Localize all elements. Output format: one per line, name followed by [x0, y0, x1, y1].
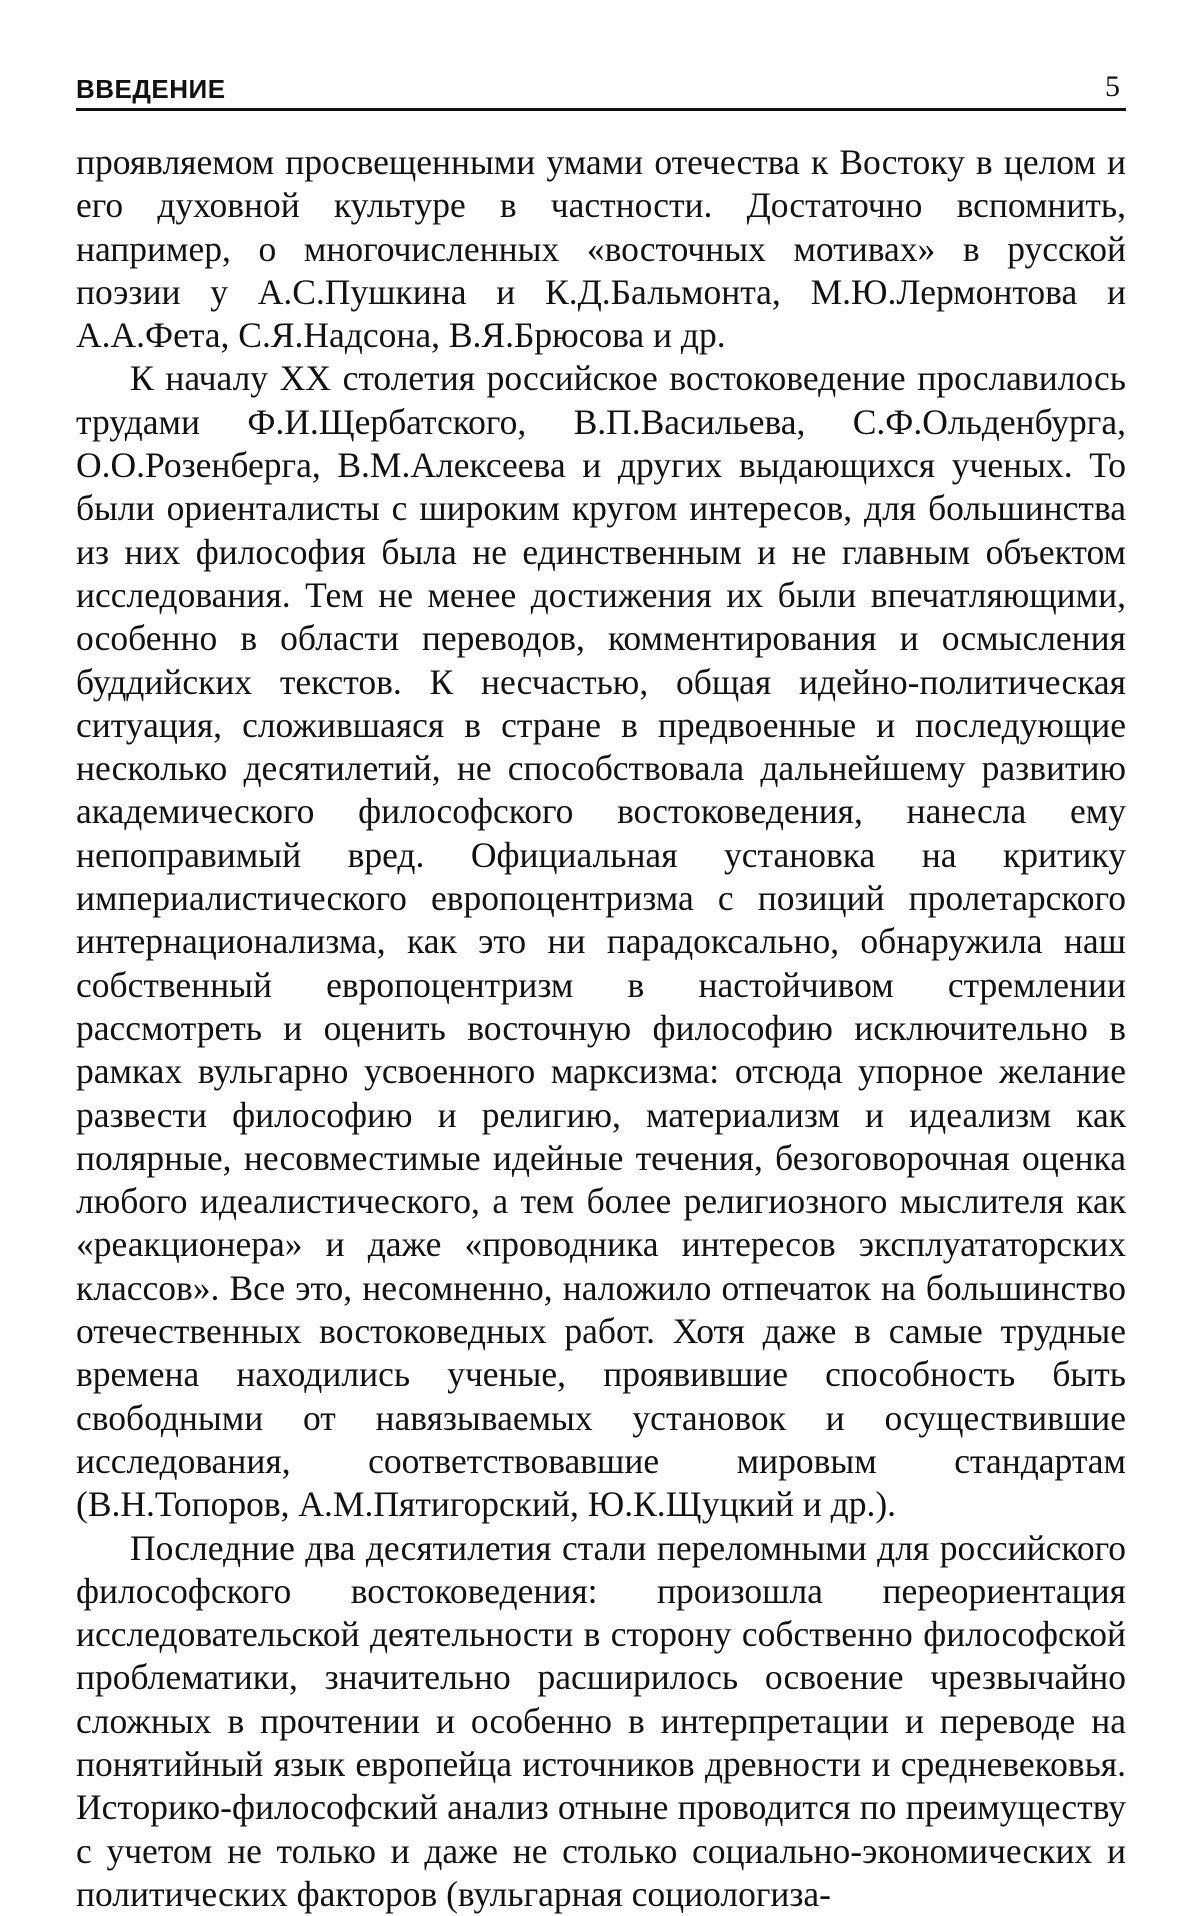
paragraph-continuation: проявляемом просвещенными умами отечества к Востоку в целом и его духовной культуре в частности. Достаточно вспомнить, например, о многочисленных «восточных мотивах» в русской поэзии у А.С.Пушкина и К.Д.Бальмонта, М.Ю.Лермонтова и А.А.Фета, С.Я.Надсона, В.Я.Брюсова и др.: [76, 141, 1126, 357]
body-text: [76, 141, 1126, 1916]
paragraph-20th-century: К началу XX столетия российское востоковедение прославилось трудами Ф.И.Щербатского, В.П.Васильева, С.Ф.Ольденбурга, О.О.Розенберга, В.М.Алексеева и других выдающихся ученых. То были ориенталисты с широким кругом интересов, для большинства из них философия была не единственным и не главным объектом исследования. Тем не менее достижения их были впечатляющими, особенно в области переводов, комментирования и осмысления буддийских текстов. К несчастью, общая идейно-политическая ситуация, сложившаяся в стране в предвоенные и последующие несколько десятилетий, не способствовала дальнейшему развитию академического философского востоковедения, нанесла ему непоправимый вред. Официальная установка на критику империалистического европоцентризма с позиций пролетарского интернационализма, как это ни парадоксально, обнаружила наш собственный европоцентризм в настойчивом стремлении рассмотреть и оценить восточную философию исключительно в рамках вульгарно усвоенного марксизма: отсюда упорное желание развести философию и религию, материализм и идеализм как полярные, несовместимые идейные течения, безоговорочная оценка любого идеалистического, а тем более религиозного мыслителя как «реакционера» и даже «проводника интересов эксплуататорских классов». Все это, несомненно, наложило отпечаток на большинство отечественных востоковедных работ. Хотя даже в самые трудные времена находились ученые, проявившие способность быть свободными от навязываемых установок и осуществившие исследования, соответствовавшие мировым стандартам (В.Н.Топоров, А.М.Пятигорский, Ю.К.Щуцкий и др.).: [76, 357, 1126, 1526]
page-number: 5: [1105, 70, 1120, 104]
page-header: [76, 58, 1126, 111]
running-title: ВВЕДЕНИЕ: [76, 74, 226, 105]
paragraph-last-decades: Последние два десятилетия стали переломными для российского философского востоковедения: произошла переориентация исследовательской деятельности в сторону собственно философской проблематики, значительно расширилось освоение чрезвычайно сложных в прочтении и особенно в интерпретации и переводе на понятийный язык европейца источников древности и средневековья. Историко-философский анализ отныне проводится по преимуществу с учетом не только и даже не столько социально-экономических и политических факторов (вульгарная социологиза-: [76, 1527, 1126, 1916]
book-page: [76, 58, 1126, 1798]
